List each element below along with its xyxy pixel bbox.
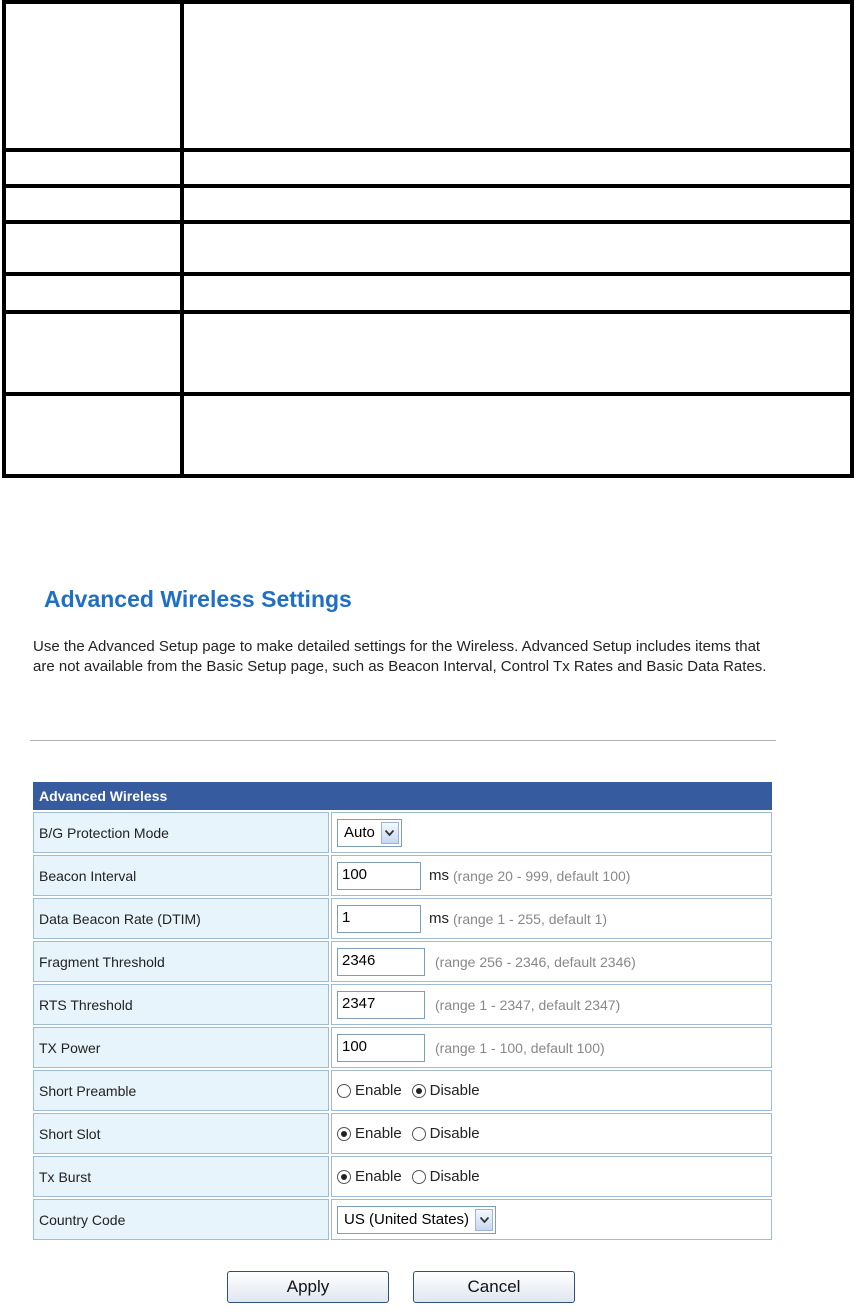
row-dtim — [33, 898, 772, 939]
short-slot-enable-radio[interactable] — [337, 1125, 402, 1142]
top-table-cell — [4, 274, 182, 312]
top-table-cell — [182, 312, 852, 394]
radio-checked-icon — [337, 1170, 351, 1184]
country-code-value: US (United States) — [344, 1211, 470, 1228]
tx-burst-enable-radio[interactable] — [337, 1168, 402, 1185]
row-short-preamble — [33, 1070, 772, 1111]
top-table-cell — [4, 186, 182, 222]
short-slot-disable-radio[interactable] — [412, 1125, 480, 1142]
rts-threshold-label: RTS Threshold — [33, 984, 329, 1025]
country-code-label: Country Code — [33, 1199, 329, 1240]
top-table-cell — [182, 2, 852, 150]
dtim-input[interactable]: 1 — [337, 905, 421, 933]
row-short-slot — [33, 1113, 772, 1154]
radio-checked-icon — [337, 1127, 351, 1141]
beacon-interval-unit: ms — [429, 867, 449, 884]
tx-burst-disable-radio[interactable] — [412, 1168, 480, 1185]
advanced-wireless-table — [31, 780, 774, 1242]
country-code-select[interactable] — [337, 1206, 496, 1234]
apply-button[interactable]: Apply — [227, 1271, 389, 1303]
cancel-button[interactable]: Cancel — [413, 1271, 575, 1303]
rts-threshold-hint: (range 1 - 2347, default 2347) — [435, 996, 621, 1013]
bg-protection-label: B/G Protection Mode — [33, 812, 329, 853]
chevron-down-icon[interactable] — [381, 822, 399, 844]
dtim-hint: (range 1 - 255, default 1) — [453, 910, 608, 927]
top-table-cell — [4, 312, 182, 394]
page-title: Advanced Wireless Settings — [44, 586, 352, 612]
short-preamble-label: Short Preamble — [33, 1070, 329, 1111]
tx-power-input[interactable]: 100 — [337, 1034, 425, 1062]
dtim-unit: ms — [429, 910, 449, 927]
top-table-cell — [4, 150, 182, 186]
top-table-cell — [182, 394, 852, 476]
row-rts-threshold — [33, 984, 772, 1025]
row-beacon-interval — [33, 855, 772, 896]
radio-label: Disable — [429, 1125, 480, 1143]
radio-label: Enable — [355, 1082, 402, 1100]
top-table-cell — [4, 2, 182, 150]
beacon-interval-hint: (range 20 - 999, default 100) — [453, 867, 631, 884]
separator-line — [30, 740, 776, 741]
radio-label: Disable — [429, 1168, 480, 1186]
top-table-cell — [4, 222, 182, 274]
top-table-cell — [182, 222, 852, 274]
top-table-cell — [4, 394, 182, 476]
beacon-interval-label: Beacon Interval — [33, 855, 329, 896]
radio-label: Enable — [355, 1168, 402, 1186]
row-tx-power — [33, 1027, 772, 1068]
row-bg-protection — [33, 812, 772, 853]
radio-unchecked-icon — [412, 1170, 426, 1184]
page-description: Use the Advanced Setup page to make detailed settings for the Wireless. Advanced Setup includes items that are not available from the Basic Setup page, such as Beacon Interval, Control Tx Rates and Basic Data Rates. — [33, 638, 767, 675]
row-tx-burst — [33, 1156, 772, 1197]
fragment-threshold-label: Fragment Threshold — [33, 941, 329, 982]
tx-power-hint: (range 1 - 100, default 100) — [435, 1039, 605, 1056]
radio-unchecked-icon — [337, 1084, 351, 1098]
fragment-threshold-hint: (range 256 - 2346, default 2346) — [435, 953, 636, 970]
radio-label: Enable — [355, 1125, 402, 1143]
tx-power-label: TX Power — [33, 1027, 329, 1068]
top-table-cell — [182, 186, 852, 222]
bg-protection-value: Auto — [344, 824, 375, 841]
short-preamble-disable-radio[interactable] — [412, 1082, 480, 1099]
row-country-code — [33, 1199, 772, 1240]
radio-unchecked-icon — [412, 1127, 426, 1141]
bg-protection-select[interactable] — [337, 819, 402, 847]
dtim-label: Data Beacon Rate (DTIM) — [33, 898, 329, 939]
top-table-cell — [182, 274, 852, 312]
table-header: Advanced Wireless — [33, 782, 772, 810]
rts-threshold-input[interactable]: 2347 — [337, 991, 425, 1019]
chevron-down-icon[interactable] — [475, 1209, 493, 1231]
short-slot-label: Short Slot — [33, 1113, 329, 1154]
row-fragment-threshold — [33, 941, 772, 982]
radio-checked-icon — [412, 1084, 426, 1098]
fragment-threshold-input[interactable]: 2346 — [337, 948, 425, 976]
short-preamble-enable-radio[interactable] — [337, 1082, 402, 1099]
radio-label: Disable — [429, 1082, 480, 1100]
tx-burst-label: Tx Burst — [33, 1156, 329, 1197]
top-table-cell — [182, 150, 852, 186]
top-bordered-table — [2, 0, 854, 478]
beacon-interval-input[interactable]: 100 — [337, 862, 421, 890]
